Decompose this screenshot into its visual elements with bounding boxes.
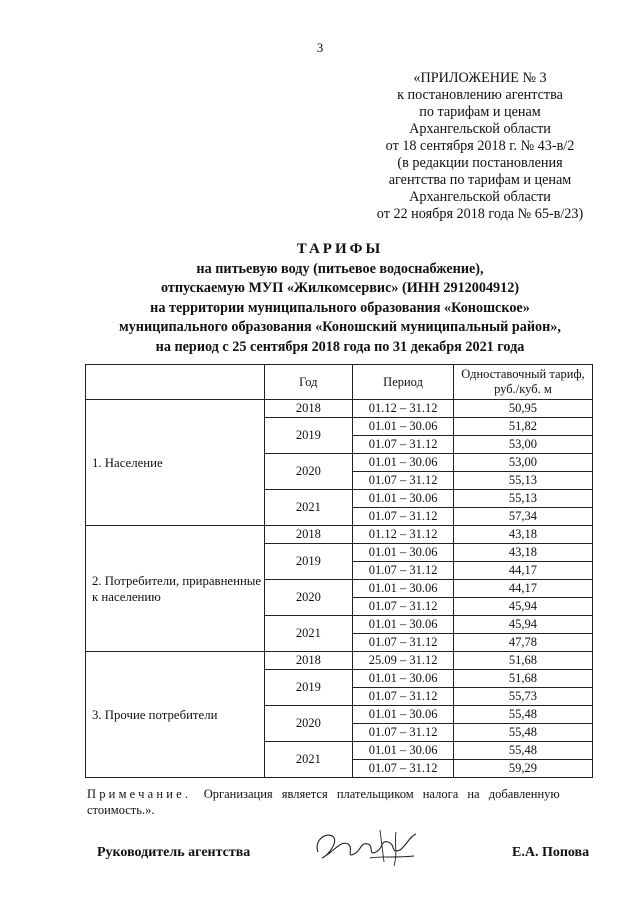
period-cell: 01.01 – 30.06: [353, 742, 454, 760]
tariff-value-cell: 53,00: [453, 436, 592, 454]
year-cell: 2021: [264, 742, 353, 778]
category-cell: [86, 652, 265, 778]
period-cell: 01.01 – 30.06: [353, 454, 454, 472]
table-row: [86, 652, 593, 670]
page-number: 3: [316, 40, 324, 55]
tariff-value-cell: 55,48: [453, 742, 592, 760]
table-row: [86, 526, 593, 544]
period-cell: 01.12 – 31.12: [353, 526, 454, 544]
subtitle-line: отпускаемую МУП «Жилкомсервис» (ИНН 2912004912): [160, 280, 520, 296]
appendix-line: от 22 ноября 2018 года № 65-в/23): [376, 206, 584, 222]
period-cell: 01.12 – 31.12: [353, 400, 454, 418]
tariff-value-cell: 55,13: [453, 472, 592, 490]
appendix-line: (в редакции постановления: [397, 155, 563, 171]
tariff-value-cell: 51,68: [453, 652, 592, 670]
document-title-block: [40, 240, 640, 357]
tariff-value-cell: 55,48: [453, 706, 592, 724]
category-label: 1. Население: [92, 455, 163, 470]
period-cell: 01.01 – 30.06: [353, 580, 454, 598]
tariff-value-cell: 44,17: [453, 562, 592, 580]
header-year: Год: [264, 365, 353, 400]
period-cell: 01.07 – 31.12: [353, 598, 454, 616]
tariff-value-cell: 47,78: [453, 634, 592, 652]
year-cell: 2020: [264, 706, 353, 742]
tariff-value-cell: 55,73: [453, 688, 592, 706]
appendix-line: по тарифам и ценам: [419, 104, 541, 120]
tariff-value-cell: 45,94: [453, 616, 592, 634]
subtitle-line: на питьевую воду (питьевое водоснабжение),: [196, 260, 484, 277]
tariff-table-body: [86, 400, 593, 778]
document-title: ТАРИФЫ: [296, 241, 384, 257]
category-label: 3. Прочие потребители: [92, 707, 218, 722]
header-period: Период: [353, 365, 454, 400]
appendix-line: Архангельской области: [409, 121, 551, 137]
tariff-value-cell: 43,18: [453, 544, 592, 562]
year-cell: 2018: [264, 652, 353, 670]
tariff-value-cell: 43,18: [453, 526, 592, 544]
note-label: Примечание.: [87, 787, 192, 801]
year-cell: 2019: [264, 418, 353, 454]
subtitle-line: на территории муниципального образования «Коношское»: [150, 299, 530, 316]
appendix-line: к постановлению агентства: [397, 87, 563, 103]
period-cell: 01.07 – 31.12: [353, 472, 454, 490]
period-cell: 01.01 – 30.06: [353, 616, 454, 634]
year-cell: 2021: [264, 616, 353, 652]
tariff-value-cell: 55,13: [453, 490, 592, 508]
tariff-value-cell: 51,68: [453, 670, 592, 688]
subtitle-line: на период с 25 сентября 2018 года по 31 декабря 2021 года: [155, 338, 525, 355]
tariff-value-cell: 59,29: [453, 760, 592, 778]
year-cell: 2018: [264, 526, 353, 544]
handwritten-signature: [310, 822, 422, 872]
tariff-value-cell: 51,82: [453, 418, 592, 436]
tariff-value-cell: 55,48: [453, 724, 592, 742]
period-cell: 01.01 – 30.06: [353, 544, 454, 562]
year-cell: 2019: [264, 670, 353, 706]
appendix-line: Архангельской области: [409, 189, 551, 205]
table-header-row: [86, 365, 593, 400]
period-cell: 01.07 – 31.12: [353, 688, 454, 706]
tariff-value-cell: 50,95: [453, 400, 592, 418]
period-cell: 01.07 – 31.12: [353, 760, 454, 778]
table-row: [86, 400, 593, 418]
period-cell: 01.07 – 31.12: [353, 724, 454, 742]
header-category: [86, 365, 265, 400]
year-cell: 2021: [264, 490, 353, 526]
year-cell: 2020: [264, 580, 353, 616]
year-cell: 2019: [264, 544, 353, 580]
signatory-name: Е.А. Попова: [512, 845, 590, 860]
category-cell: [86, 400, 265, 526]
year-cell: 2020: [264, 454, 353, 490]
period-cell: 01.07 – 31.12: [353, 436, 454, 454]
year-cell: 2018: [264, 400, 353, 418]
period-cell: 01.01 – 30.06: [353, 706, 454, 724]
signatory-title: Руководитель агентства: [97, 845, 251, 860]
period-cell: 01.07 – 31.12: [353, 562, 454, 580]
tariff-value-cell: 45,94: [453, 598, 592, 616]
tariff-value-cell: 53,00: [453, 454, 592, 472]
note: [87, 786, 597, 818]
period-cell: 25.09 – 31.12: [353, 652, 454, 670]
category-label: 2. Потребители, приравненные к населению: [92, 573, 262, 604]
period-cell: 01.01 – 30.06: [353, 490, 454, 508]
tariff-value-cell: 44,17: [453, 580, 592, 598]
period-cell: 01.07 – 31.12: [353, 508, 454, 526]
appendix-line: «ПРИЛОЖЕНИЕ № 3: [413, 70, 547, 86]
appendix-line: агентства по тарифам и ценам: [388, 172, 572, 188]
tariff-table: [85, 364, 593, 778]
category-cell: [86, 526, 265, 652]
appendix-line: от 18 сентября 2018 г. № 43-в/2: [385, 138, 575, 154]
subtitle-line: муниципального образования «Коношский муниципальный район»,: [119, 319, 561, 335]
period-cell: 01.01 – 30.06: [353, 670, 454, 688]
period-cell: 01.01 – 30.06: [353, 418, 454, 436]
header-tariff: Одноставочный тариф, руб./куб. м: [453, 365, 592, 400]
period-cell: 01.07 – 31.12: [353, 634, 454, 652]
note-text: Организация является плательщиком налога на добавленную стоимость.».: [87, 787, 560, 817]
tariff-value-cell: 57,34: [453, 508, 592, 526]
appendix-header: [330, 70, 630, 223]
